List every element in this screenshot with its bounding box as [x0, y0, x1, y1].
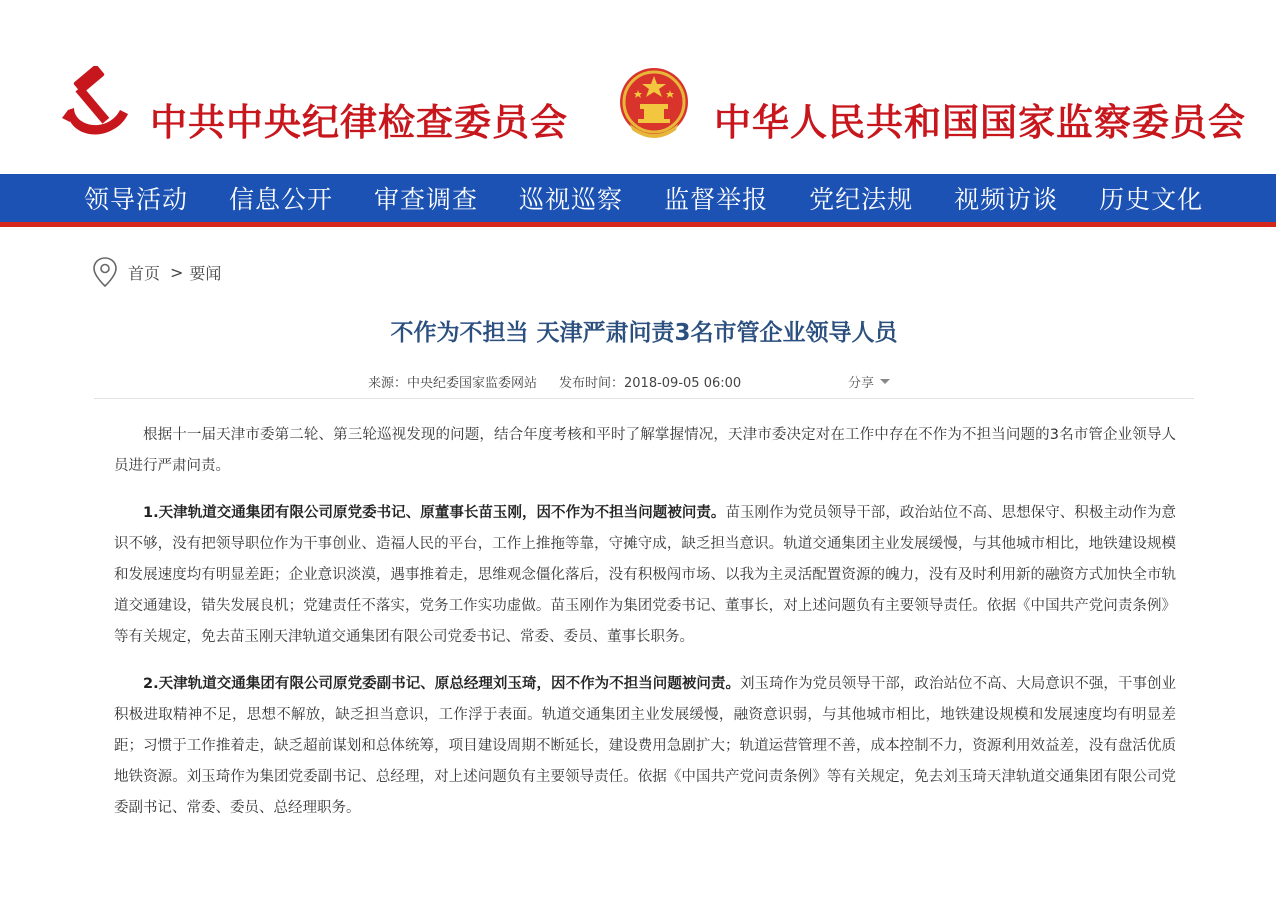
nav-list	[84, 174, 1244, 222]
article-meta	[368, 372, 875, 391]
paragraph-lead: 2.天津轨道交通集团有限公司原党委副书记、原总经理刘玉琦，因不作为不担当问题被问责。	[143, 676, 741, 692]
nav-item-video[interactable]: 视频访谈	[954, 185, 1059, 214]
paragraph-3	[114, 669, 1176, 824]
paragraph-text: 苗玉刚作为党员领导干部，政治站位不高、思想保守、积极主动作为意识不够，没有把领导职位作为干事创业、造福人民的平台，工作上推拖等靠，守摊守成，缺乏担当意识。轨道交通集团主业发展缓慢，与其他城市相比，地铁建设规模和发展速度均有明显差距；企业意识淡漠，遇事推着走，思维观念僵化落后，没有积极闯市场、以我为主灵活配置资源的魄力，没有及时利用新的融资方式加快全市轨道交通建设，错失发展良机；党建责任不落实，党务工作实功虚做。苗玉刚作为集团党委书记、董事长，对上述问题负有主要领导责任。依据《中国共产党问责条例》等有关规定，免去苗玉刚天津轨道交通集团有限公司党委书记、常委、委员、董事长职务。	[114, 505, 1176, 645]
nav-item-leadership[interactable]: 领导活动	[84, 185, 189, 214]
site-title-nsc: 中华人民共和国国家监察委员会	[714, 100, 1246, 144]
national-emblem-icon[interactable]	[616, 64, 692, 144]
article-title: 不作为不担当 天津严肃问责3名市管企业领导人员	[390, 320, 898, 346]
breadcrumb-current[interactable]: 要闻	[189, 263, 222, 283]
divider	[94, 398, 1194, 399]
breadcrumb	[92, 256, 221, 288]
chevron-down-icon	[880, 379, 890, 384]
nav-item-regulations[interactable]: 党纪法规	[809, 185, 914, 214]
nav-item-history[interactable]: 历史文化	[1099, 185, 1204, 214]
nav-stripe	[0, 222, 1276, 227]
site-header	[0, 0, 1276, 174]
main-nav	[0, 174, 1276, 222]
location-pin-icon	[92, 256, 118, 288]
nav-item-investigation[interactable]: 审查调查	[374, 185, 479, 214]
paragraph-2	[114, 498, 1176, 653]
paragraph-text: 刘玉琦作为党员领导干部，政治站位不高、大局意识不强，干事创业积极进取精神不足，思想不解放，缺乏担当意识，工作浮于表面。轨道交通集团主业发展缓慢，融资意识弱，与其他城市相比，地铁建设规模和发展速度均有明显差距；习惯于工作推着走，缺乏超前谋划和总体统筹，项目建设周期不断延长，建设费用急剧扩大；轨道运营管理不善，成本控制不力，资源利用效益差，没有盘活优质地铁资源。刘玉琦作为集团党委副书记、总经理，对上述问题负有主要领导责任。依据《中国共产党问责条例》等有关规定，免去刘玉琦天津轨道交通集团有限公司党委副书记、常委、委员、总经理职务。	[114, 676, 1177, 816]
share-label: 分享	[848, 376, 875, 391]
paragraph-lead: 1.天津轨道交通集团有限公司原党委书记、原董事长苗玉刚，因不作为不担当问题被问责。	[143, 505, 726, 521]
nav-item-inspection[interactable]: 巡视巡察	[519, 185, 624, 214]
breadcrumb-home[interactable]: 首页	[128, 263, 161, 283]
nav-item-information[interactable]: 信息公开	[229, 185, 334, 214]
nav-item-report[interactable]: 监督举报	[664, 185, 769, 214]
breadcrumb-separator: >	[170, 262, 184, 282]
party-emblem-icon[interactable]	[58, 66, 132, 140]
share-button[interactable]	[848, 372, 890, 391]
article-source: 来源：中央纪委国家监委网站	[368, 376, 538, 391]
paragraph-text: 根据十一届天津市委第二轮、第三轮巡视发现的问题，结合年度考核和平时了解掌握情况，天津市委决定对在工作中存在不作为不担当问题的3名市管企业领导人员进行严肃问责。	[114, 427, 1176, 474]
site-title-ccdi: 中共中央纪律检查委员会	[150, 100, 568, 144]
article-body	[114, 420, 1176, 840]
paragraph-1	[114, 420, 1176, 482]
article-date: 发布时间：2018-09-05 06:00	[559, 376, 742, 391]
